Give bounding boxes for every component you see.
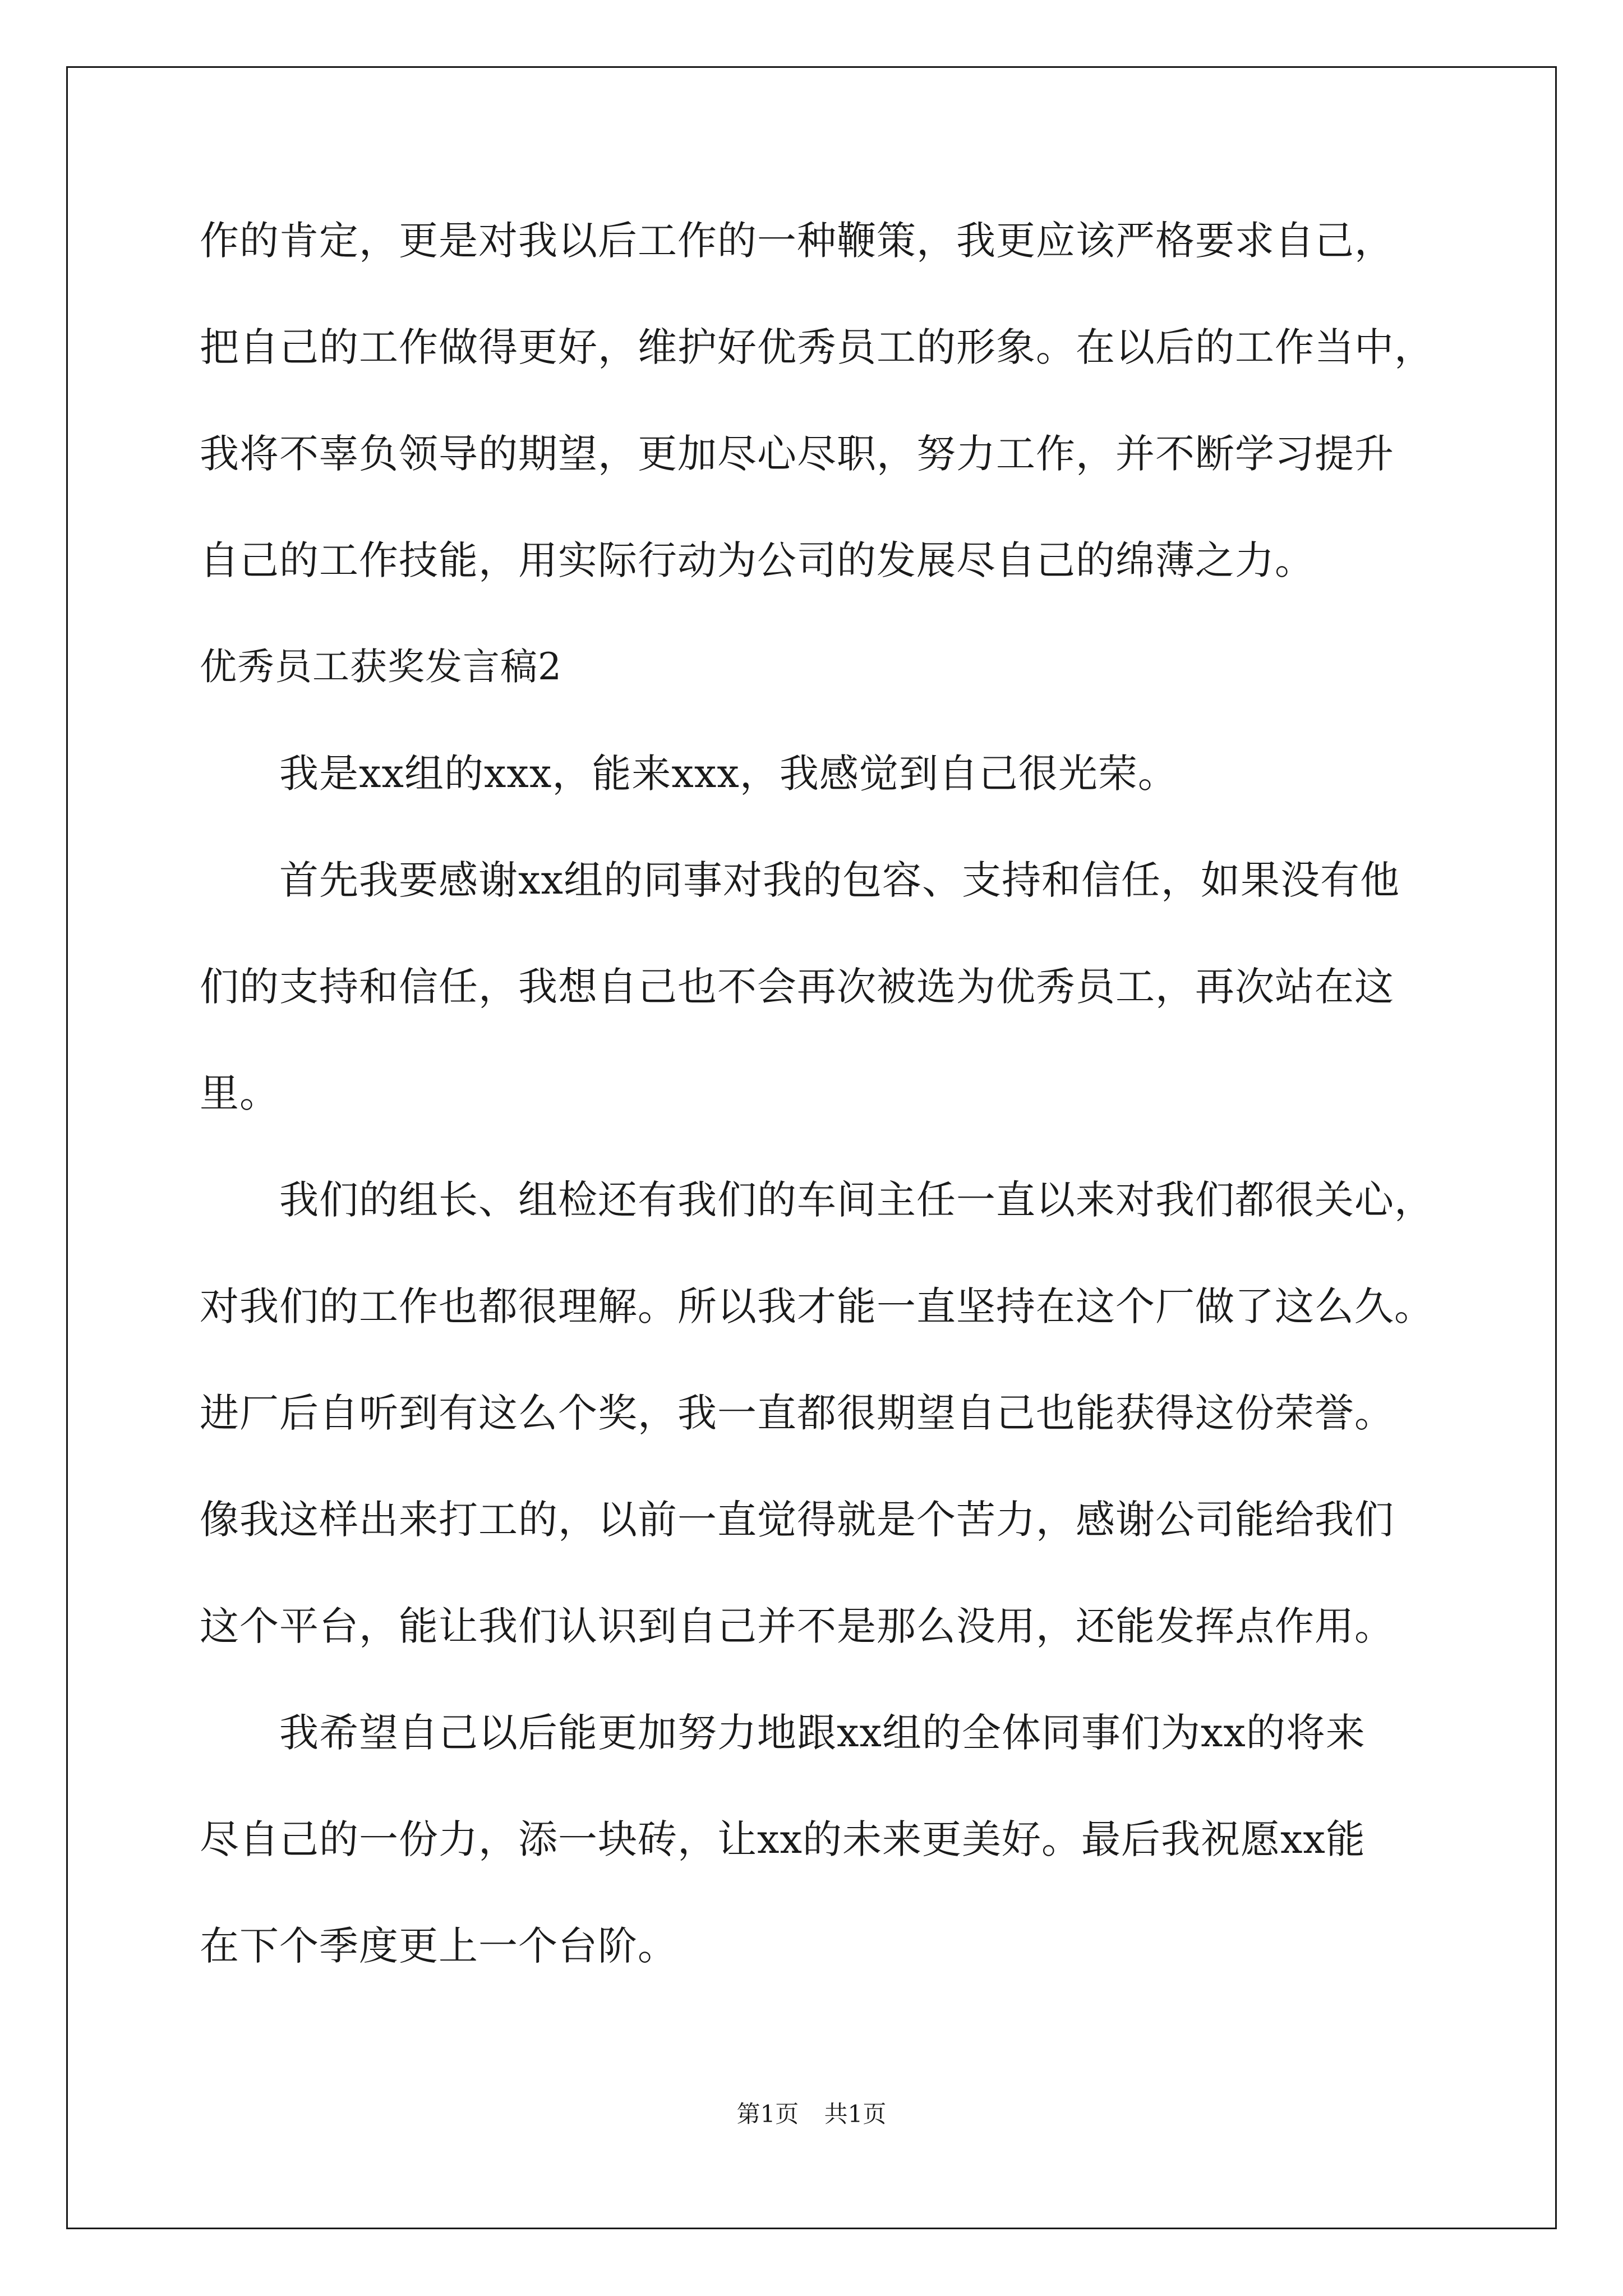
- body-line: 我是xx组的xxx，能来xxx，我感觉到自己很光荣。: [279, 751, 1178, 797]
- body-line: 进厂后自听到有这么个奖，我一直都很期望自己也能获得这份荣誉。: [200, 1390, 1394, 1436]
- body-line: 首先我要感谢xx组的同事对我的包容、支持和信任，如果没有他: [279, 857, 1400, 903]
- body-line: 们的支持和信任，我想自己也不会再次被选为优秀员工，再次站在这: [200, 964, 1394, 1010]
- body-line: 像我这样出来打工的，以前一直觉得就是个苦力，感谢公司能给我们: [200, 1497, 1394, 1543]
- body-line: 我希望自己以后能更加努力地跟xx组的全体同事们为xx的将来: [279, 1710, 1366, 1756]
- body-line: 作的肯定，更是对我以后工作的一种鞭策，我更应该严格要求自己，: [200, 218, 1394, 264]
- page-number: 第1页: [736, 2100, 799, 2128]
- body-line: 里。: [200, 1070, 279, 1116]
- body-line: 把自己的工作做得更好，维护好优秀员工的形象。在以后的工作当中，: [200, 324, 1434, 370]
- page-total: 共1页: [824, 2100, 887, 2128]
- body-line: 我们的组长、组检还有我们的车间主任一直以来对我们都很关心，: [279, 1177, 1434, 1223]
- page-border: [66, 66, 1557, 2229]
- body-line: 对我们的工作也都很理解。所以我才能一直坚持在这个厂做了这么久。: [200, 1283, 1434, 1329]
- body-line: 在下个季度更上一个台阶。: [200, 1923, 677, 1969]
- body-line: 这个平台，能让我们认识到自己并不是那么没用，还能发挥点作用。: [200, 1603, 1394, 1649]
- section-title: 优秀员工获奖发言稿2: [200, 645, 562, 688]
- body-line: 我将不辜负领导的期望，更加尽心尽职，努力工作，并不断学习提升: [200, 431, 1394, 477]
- body-line: 尽自己的一份力，添一块砖，让xx的未来更美好。最后我祝愿xx能: [200, 1816, 1366, 1862]
- page-footer: [0, 2099, 1623, 2130]
- body-line: 自己的工作技能，用实际行动为公司的发展尽自己的绵薄之力。: [200, 537, 1315, 583]
